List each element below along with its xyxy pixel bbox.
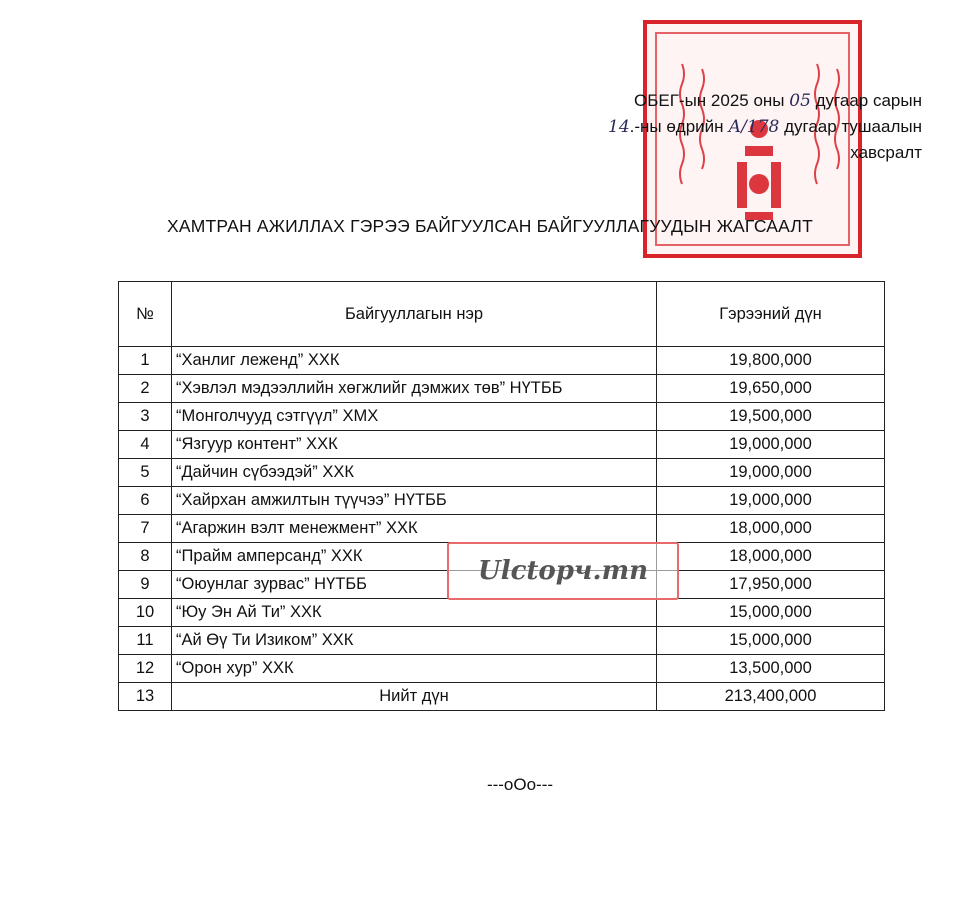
order-reference-note	[608, 88, 922, 165]
row-amount: 13,500,000	[657, 655, 885, 683]
row-amount: 17,950,000	[657, 571, 885, 599]
header-number: №	[119, 282, 172, 347]
row-amount: 15,000,000	[657, 627, 885, 655]
end-of-document-mark: ---oOo---	[486, 775, 554, 794]
row-org-name: “Язгуур контент” ХХК	[172, 431, 657, 459]
header-org-name: Байгууллагын нэр	[172, 282, 657, 347]
row-org-name: “Агаржин вэлт менежмент” ХХК	[172, 515, 657, 543]
row-number: 12	[119, 655, 172, 683]
row-org-name: “Прайм амперсанд” ХХК	[172, 543, 657, 571]
row-number: 7	[119, 515, 172, 543]
row-amount: 19,500,000	[657, 403, 885, 431]
row-amount: 19,000,000	[657, 431, 885, 459]
table-row	[119, 627, 885, 655]
total-label: Нийт дүн	[172, 683, 657, 711]
site-watermark	[447, 542, 679, 600]
order-month-suffix: дугаар сарын	[815, 91, 922, 110]
table-row	[119, 459, 885, 487]
annex-label: хавсралт	[850, 143, 922, 162]
row-number: 11	[119, 627, 172, 655]
row-amount: 18,000,000	[657, 515, 885, 543]
row-org-name: “Хэвлэл мэдээллийн хөгжлийг дэмжих төв” НҮТББ	[172, 375, 657, 403]
row-number: 3	[119, 403, 172, 431]
table-row	[119, 431, 885, 459]
order-year-text: ОБЕГ-ын 2025 оны	[634, 91, 785, 110]
table-header-row	[119, 282, 885, 347]
header-amount: Гэрээний дүн	[657, 282, 885, 347]
row-amount: 19,650,000	[657, 375, 885, 403]
table-row	[119, 487, 885, 515]
row-number: 9	[119, 571, 172, 599]
row-number: 2	[119, 375, 172, 403]
total-amount: 213,400,000	[657, 683, 885, 711]
row-org-name: “Оюунлаг зурвас” НҮТББ	[172, 571, 657, 599]
table-row	[119, 375, 885, 403]
table-row	[119, 515, 885, 543]
row-org-name: “Ханлиг леженд” ХХК	[172, 347, 657, 375]
order-day-handwritten: 14	[608, 117, 630, 137]
row-number: 8	[119, 543, 172, 571]
table-row	[119, 403, 885, 431]
order-type-text: дугаар тушаалын	[784, 117, 922, 136]
row-amount: 19,800,000	[657, 347, 885, 375]
row-amount: 18,000,000	[657, 543, 885, 571]
row-number: 6	[119, 487, 172, 515]
table-row	[119, 599, 885, 627]
row-number: 1	[119, 347, 172, 375]
organizations-table	[118, 281, 885, 711]
row-number: 10	[119, 599, 172, 627]
table-row	[119, 655, 885, 683]
row-number: 5	[119, 459, 172, 487]
total-row	[119, 683, 885, 711]
watermark-text: Ulctopч.mn	[478, 556, 648, 586]
row-number: 4	[119, 431, 172, 459]
order-reference-line-1	[608, 88, 922, 114]
row-org-name: “Дайчин сүбээдэй” ХХК	[172, 459, 657, 487]
order-day-suffix: .-ны өдрийн	[629, 117, 724, 136]
row-org-name: “Юу Эн Ай Ти” ХХК	[172, 599, 657, 627]
row-amount: 19,000,000	[657, 487, 885, 515]
total-row-number: 13	[119, 683, 172, 711]
row-org-name: “Монголчууд сэтгүүл” ХМХ	[172, 403, 657, 431]
table-row	[119, 347, 885, 375]
row-org-name: “Хайрхан амжилтын түүчээ” НҮТББ	[172, 487, 657, 515]
order-month-handwritten: 05	[789, 91, 811, 111]
order-number-handwritten: А/178	[728, 117, 780, 137]
row-org-name: “Ай Өү Ти Изиком” ХХК	[172, 627, 657, 655]
row-amount: 15,000,000	[657, 599, 885, 627]
order-reference-line-2	[608, 114, 922, 140]
document-title: ХАМТРАН АЖИЛЛАХ ГЭРЭЭ БАЙГУУЛСАН БАЙГУУЛЛАГУУДЫН ЖАГСААЛТ	[167, 216, 813, 236]
row-org-name: “Орон хур” ХХК	[172, 655, 657, 683]
row-amount: 19,000,000	[657, 459, 885, 487]
